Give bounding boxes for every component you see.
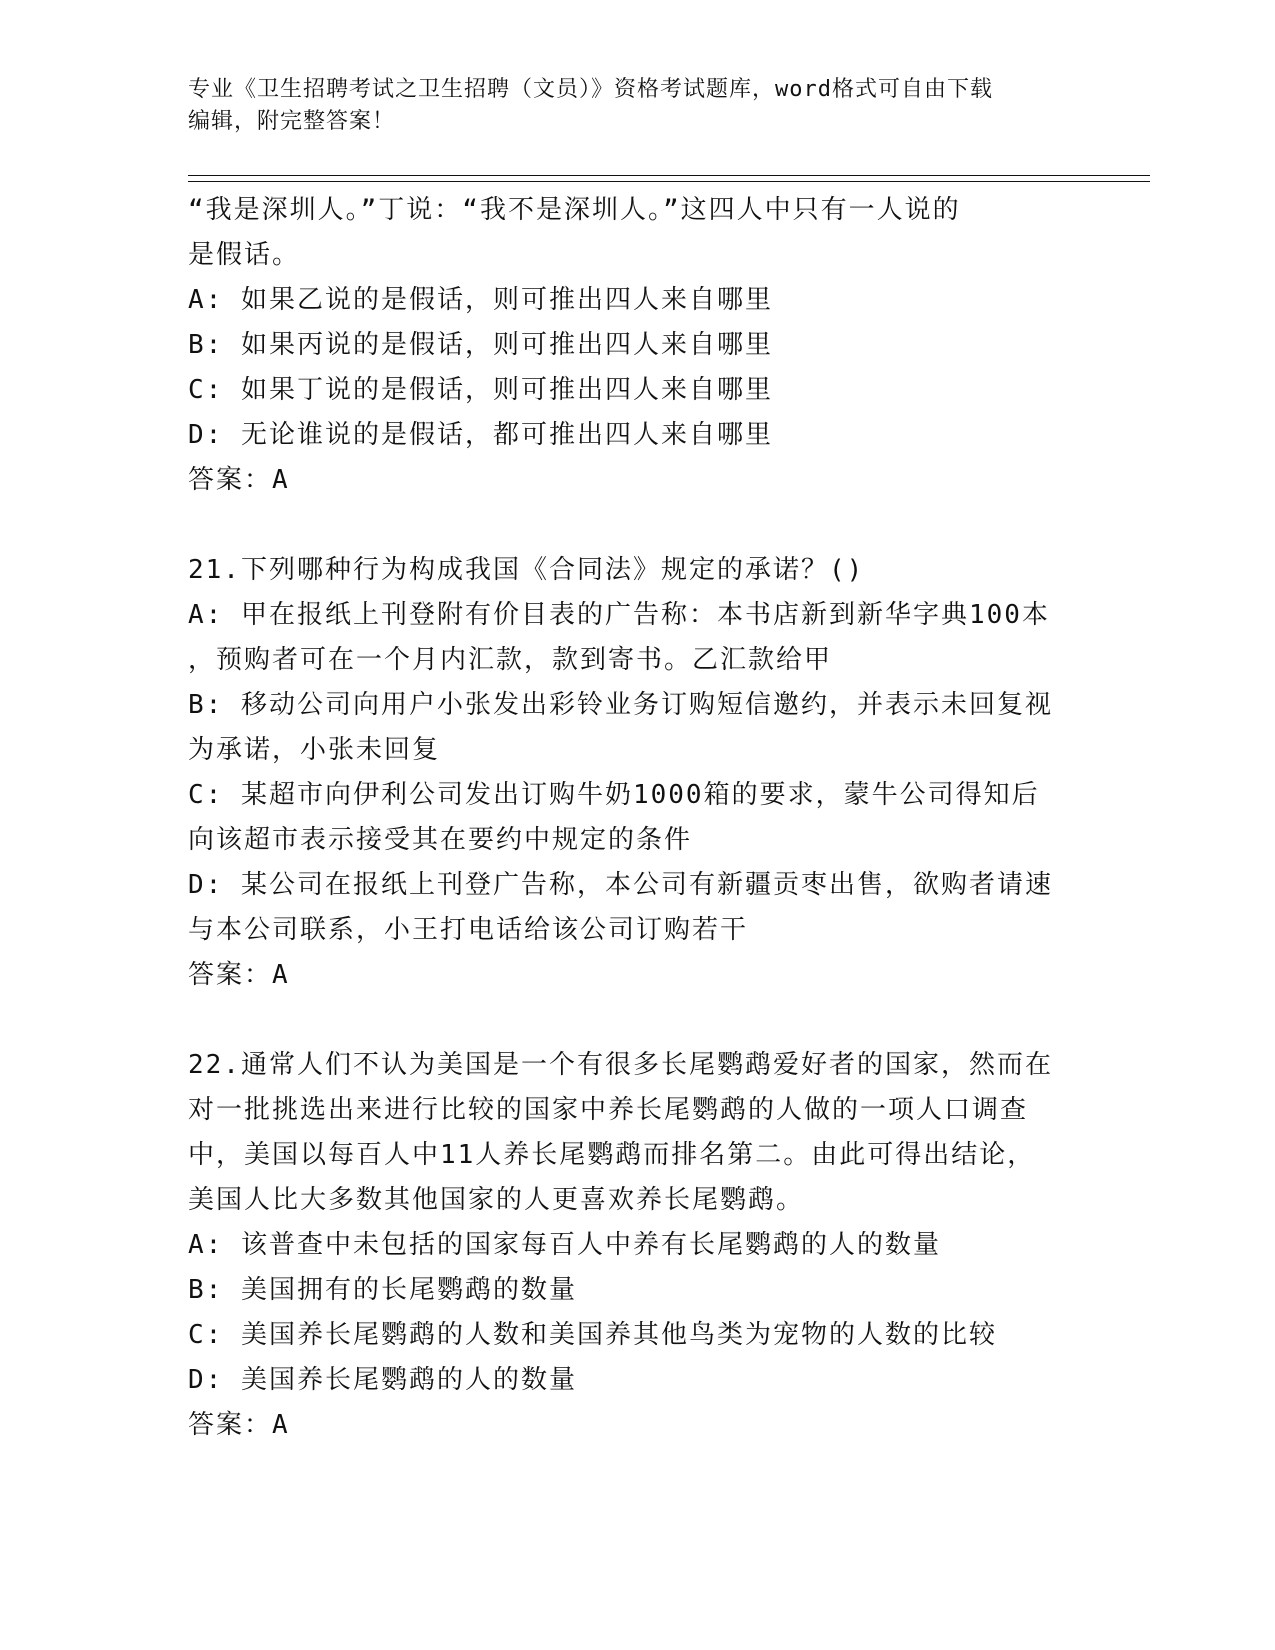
option-c: C: 美国养长尾鹦鹉的人数和美国养其他鸟类为宠物的人数的比较 (188, 1320, 997, 1350)
question-stem-line: 21.下列哪种行为构成我国《合同法》规定的承诺？() (188, 555, 865, 585)
answer-line: 答案：A (188, 465, 290, 495)
question-stem-line: 22.通常人们不认为美国是一个有很多长尾鹦鹉爱好者的国家，然而在 (188, 1050, 1053, 1080)
option-b: B: 移动公司向用户小张发出彩铃业务订购短信邀约，并表示未回复视 (188, 690, 1053, 720)
header-line-1: 专业《卫生招聘考试之卫生招聘（文员）》资格考试题库，word格式可自由下载 (188, 77, 993, 102)
option-a: A: 如果乙说的是假话，则可推出四人来自哪里 (188, 285, 773, 315)
header-rule-top (188, 175, 1150, 176)
answer-line: 答案：A (188, 960, 290, 990)
option-b-continued: 为承诺，小张未回复 (188, 735, 441, 765)
question-stem-line: 是假话。 (188, 240, 301, 270)
header-line-2: 编辑，附完整答案！ (188, 109, 396, 134)
document-header (188, 74, 1088, 138)
option-d-continued: 与本公司联系，小王打电话给该公司订购若干 (188, 915, 749, 945)
header-rule-bottom (188, 181, 1150, 182)
option-a: A: 该普查中未包括的国家每百人中养有长尾鹦鹉的人的数量 (188, 1230, 941, 1260)
question-stem-line: 中，美国以每百人中11人养长尾鹦鹉而排名第二。由此可得出结论， (188, 1140, 1036, 1170)
spacer (188, 998, 1088, 1043)
question-22 (188, 1043, 1088, 1448)
question-stem-line: 对一批挑选出来进行比较的国家中养长尾鹦鹉的人做的一项人口调查 (188, 1095, 1029, 1125)
option-c: C: 某超市向伊利公司发出订购牛奶1000箱的要求，蒙牛公司得知后 (188, 780, 1040, 810)
option-c-continued: 向该超市表示接受其在要约中规定的条件 (188, 825, 693, 855)
spacer (188, 503, 1088, 548)
answer-line: 答案：A (188, 1410, 290, 1440)
question-body (188, 188, 1088, 1448)
question-21 (188, 548, 1088, 998)
option-d: D: 美国养长尾鹦鹉的人的数量 (188, 1365, 577, 1395)
option-a: A: 甲在报纸上刊登附有价目表的广告称：本书店新到新华字典100本 (188, 600, 1050, 630)
option-d: D: 无论谁说的是假话，都可推出四人来自哪里 (188, 420, 773, 450)
option-b: B: 美国拥有的长尾鹦鹉的数量 (188, 1275, 577, 1305)
question-20 (188, 188, 1088, 503)
option-c: C: 如果丁说的是假话，则可推出四人来自哪里 (188, 375, 773, 405)
question-stem-line: “我是深圳人。”丁说：“我不是深圳人。”这四人中只有一人说的 (188, 195, 961, 225)
question-stem-line: 美国人比大多数其他国家的人更喜欢养长尾鹦鹉。 (188, 1185, 805, 1215)
option-d: D: 某公司在报纸上刊登广告称，本公司有新疆贡枣出售，欲购者请速 (188, 870, 1053, 900)
option-a-continued: ，预购者可在一个月内汇款，款到寄书。乙汇款给甲 (188, 645, 833, 675)
option-b: B: 如果丙说的是假话，则可推出四人来自哪里 (188, 330, 773, 360)
